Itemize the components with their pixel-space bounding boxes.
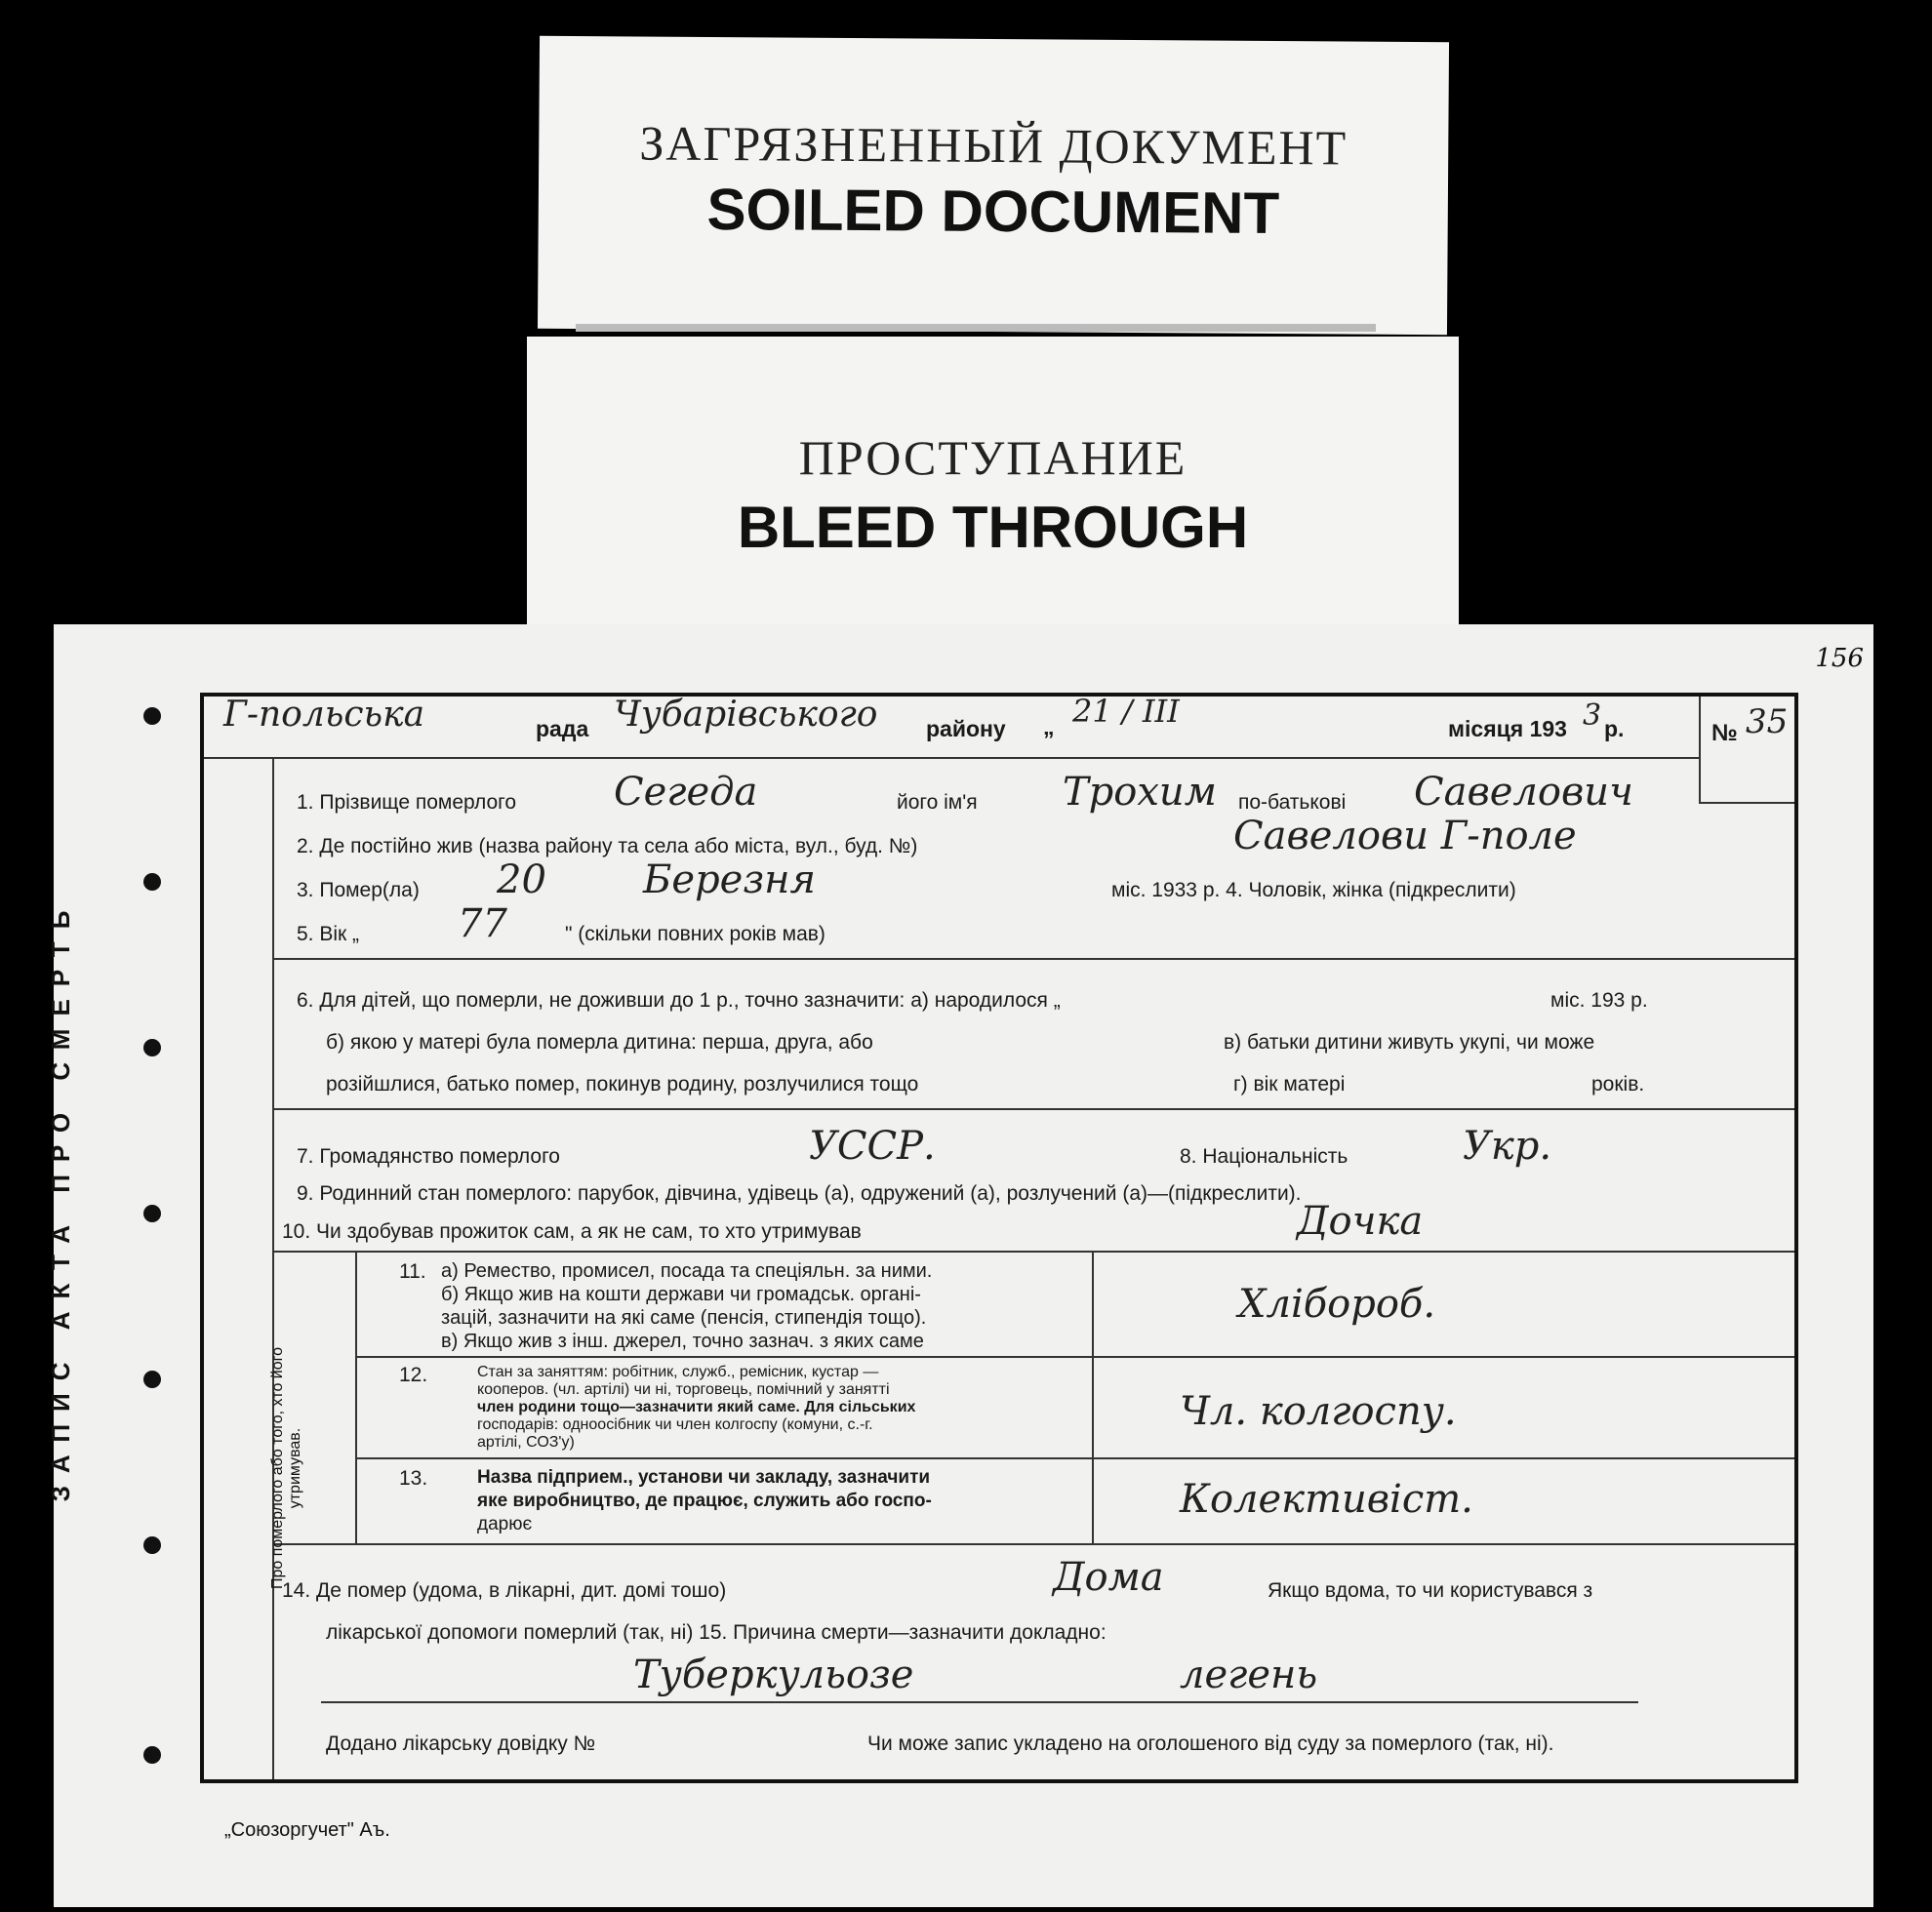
village-council-hand: Г-польська bbox=[223, 695, 425, 735]
number-box-bottom bbox=[1699, 802, 1794, 804]
rule-after-10 bbox=[272, 1251, 1794, 1253]
record-number-hand: 35 bbox=[1746, 702, 1789, 741]
row8-label: 8. Національність bbox=[1180, 1145, 1348, 1168]
death-record-card bbox=[46, 624, 1873, 1907]
occupation-side-caption: Про померлого або того, хто його утримував. bbox=[269, 1346, 303, 1590]
answer-col-divider bbox=[1092, 1251, 1094, 1543]
row12e: артілі, СОЗ'у) bbox=[477, 1434, 575, 1451]
row13a: Назва підприем., установи чи закладу, зазначити bbox=[477, 1467, 931, 1488]
record-number-label: № bbox=[1711, 720, 1738, 746]
row3-label: 3. Помер(ла) bbox=[297, 879, 420, 901]
row3-sex-label: міс. 1933 р. 4. Чоловік, жінка (підкреслити) bbox=[1111, 879, 1516, 901]
row11-num: 11. bbox=[399, 1260, 426, 1283]
row9-label: 9. Родинний стан померлого: парубок, дівчина, удівець (а), одружений (а), розлучений (а)—(підкреслити). bbox=[297, 1182, 1302, 1205]
occupation-col-divider bbox=[355, 1251, 357, 1543]
row6a-label: 6. Для дітей, що померли, не доживши до 1 р., точно зазначити: а) народилося „ bbox=[297, 989, 1061, 1012]
punch-hole bbox=[143, 873, 161, 891]
occupation-hand: Хлібороб. bbox=[1238, 1282, 1436, 1327]
workplace-hand: Колективіст. bbox=[1180, 1477, 1473, 1522]
row13c: дарює bbox=[477, 1514, 533, 1534]
row12-num: 12. bbox=[399, 1364, 428, 1386]
rayon-label: району bbox=[926, 716, 1006, 741]
soiled-label-ru: ЗАГРЯЗНЕННЫЙ ДОКУМЕНТ bbox=[639, 115, 1348, 176]
residence-hand: Савелови Г-поле bbox=[1233, 814, 1577, 858]
death-day-hand: 20 bbox=[497, 857, 546, 902]
bleed-label-ru: ПРОСТУПАНИЕ bbox=[798, 430, 1187, 485]
row12a: Стан за заняттям: робітник, служб., ремісник, кустар — bbox=[477, 1364, 879, 1380]
rada-label: рада bbox=[536, 716, 589, 741]
punch-hole bbox=[143, 1371, 161, 1388]
rule-after-12 bbox=[355, 1457, 1794, 1459]
year-hand: 3 bbox=[1583, 698, 1602, 733]
row2-label: 2. Де постійно жив (назва району та села або міста, вул., буд. №) bbox=[297, 835, 918, 857]
punch-hole bbox=[143, 1205, 161, 1222]
number-box-divider bbox=[1699, 697, 1701, 804]
row11b: б) Якщо жив на кошти держави чи громадськ. органі- bbox=[441, 1284, 921, 1305]
note-shadow bbox=[576, 324, 1376, 332]
punch-hole bbox=[143, 1536, 161, 1554]
row6c-end: років. bbox=[1591, 1073, 1645, 1095]
name-hand: Трохим bbox=[1063, 770, 1217, 815]
row12b: кооперов. (чл. артілі) чи ні, торговець, помічний у занятті bbox=[477, 1381, 890, 1398]
rule-after-5 bbox=[272, 958, 1794, 960]
row14-label: 14. Де помер (удома, в лікарні, дит. домі тошо) bbox=[282, 1579, 727, 1602]
row12c: член родини тощо—зазначити який саме. Для сільських bbox=[477, 1399, 916, 1415]
social-status-hand: Чл. колгоспу. bbox=[1180, 1389, 1457, 1434]
soiled-document-note bbox=[538, 36, 1449, 335]
year-end-label: р. bbox=[1604, 716, 1625, 741]
cause-of-death-hand-2: легень bbox=[1180, 1653, 1318, 1697]
supporter-hand: Дочка bbox=[1297, 1199, 1424, 1244]
medical-cert-label: Додано лікарську довідку № bbox=[326, 1733, 596, 1755]
patronymic-hand: Савелович bbox=[1414, 770, 1633, 815]
punch-hole bbox=[143, 1039, 161, 1056]
date-hand: 21 / III bbox=[1072, 693, 1180, 730]
row12d: господарів: одноосібник чи член колгоспу (комуни, с.-г. bbox=[477, 1416, 873, 1433]
district-hand: Чубарівського bbox=[614, 695, 878, 735]
death-place-hand: Дома bbox=[1053, 1555, 1164, 1600]
month-label: місяця 193 bbox=[1448, 716, 1567, 741]
court-declaration-label: Чи може запис укладено на оголошеного від суду за померлого (так, ні). bbox=[867, 1733, 1554, 1755]
printer-imprint: „Союзоргучет" Аъ. bbox=[224, 1819, 390, 1841]
row6b-label: б) якою у матері була померла дитина: перша, друга, або bbox=[326, 1031, 873, 1054]
age-hand: 77 bbox=[458, 901, 507, 946]
row11d: в) Якщо жив з інш. джерел, точно зазнач. з яких саме bbox=[441, 1331, 924, 1352]
form-title-vertical: ЗАПИС АКТА ПРО СМЕРТЬ bbox=[46, 897, 75, 1502]
row5-tail: " (скільки повних років мав) bbox=[565, 923, 825, 945]
row13b: яке виробництво, де працює, служить або госпо- bbox=[477, 1491, 932, 1511]
archive-page-number: 156 bbox=[1815, 644, 1864, 673]
row13-num: 13. bbox=[399, 1467, 428, 1490]
header-rule bbox=[204, 757, 1699, 759]
bleed-through-note bbox=[527, 337, 1459, 629]
row11c: зацій, зазначити на які саме (пенсія, стипендія тощо). bbox=[441, 1307, 927, 1329]
punch-hole bbox=[143, 707, 161, 725]
row6a-end: міс. 193 р. bbox=[1550, 989, 1648, 1012]
row7-label: 7. Громадянство померлого bbox=[297, 1145, 560, 1168]
row1-name-label: його ім'я bbox=[897, 791, 978, 814]
rule-after-6 bbox=[272, 1108, 1794, 1110]
surname-hand: Сегеда bbox=[614, 770, 758, 815]
row11a: а) Ремество, промисел, посада та спеціяльн. за ними. bbox=[441, 1260, 933, 1282]
row14-tail: Якщо вдома, то чи користувався з bbox=[1268, 1579, 1593, 1602]
punch-hole bbox=[143, 1746, 161, 1764]
nationality-hand: Укр. bbox=[1463, 1124, 1552, 1169]
row14-15-label: лікарської допомоги померлий (так, ні) 15. Причина смерти—зазначити докладно: bbox=[326, 1621, 1107, 1644]
cause-rule bbox=[321, 1701, 1638, 1703]
sidebar-divider bbox=[272, 757, 274, 1779]
cause-of-death-hand-1: Туберкульозе bbox=[633, 1653, 914, 1697]
row10-label: 10. Чи здобував прожиток сам, а як не сам, то хто утримував bbox=[282, 1220, 862, 1243]
rule-after-11 bbox=[355, 1356, 1794, 1358]
row6c-mid: г) вік матері bbox=[1233, 1073, 1346, 1095]
soiled-label-en: SOILED DOCUMENT bbox=[706, 176, 1280, 247]
citizenship-hand: УССР. bbox=[809, 1124, 936, 1169]
row6c-label: розійшлися, батько помер, покинув родину, розлучилися тощо bbox=[326, 1073, 919, 1095]
row1-label: 1. Прізвище померлого bbox=[297, 791, 517, 814]
row6b-end: в) батьки дитини живуть укупі, чи може bbox=[1224, 1031, 1595, 1054]
date-quote: „ bbox=[1043, 714, 1055, 739]
rule-after-13 bbox=[272, 1543, 1794, 1545]
row5-label: 5. Вік „ bbox=[297, 923, 360, 945]
row1-patronymic-label: по-батькові bbox=[1238, 791, 1347, 814]
bleed-label-en: BLEED THROUGH bbox=[737, 495, 1249, 560]
form-frame bbox=[200, 693, 1798, 1783]
death-month-hand: Березня bbox=[643, 857, 816, 902]
